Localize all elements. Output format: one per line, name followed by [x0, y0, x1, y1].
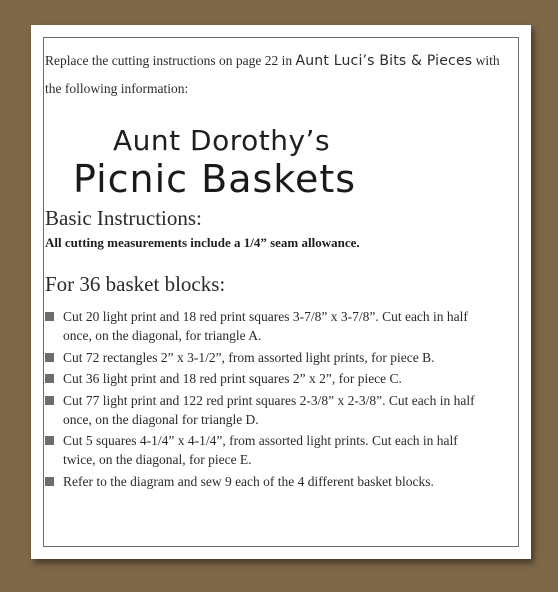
- basic-instructions-heading: Basic Instructions:: [45, 206, 202, 230]
- square-bullet-icon: [45, 374, 54, 383]
- instruction-text: Cut 36 light print and 18 red print squares 2” x 2”, for piece C.: [63, 371, 402, 386]
- square-bullet-icon: [45, 353, 54, 362]
- list-item: [45, 391, 485, 429]
- instruction-text: Cut 77 light print and 122 red print squares 2-3/8” x 2-3/8”. Cut each in half once, on the diagonal for triangle D.: [63, 392, 475, 427]
- book-title: Aunt Luci’s Bits & Pieces: [295, 53, 473, 69]
- instruction-list: [45, 307, 485, 493]
- square-bullet-icon: [45, 396, 54, 405]
- instruction-text: Cut 72 rectangles 2” x 3-1/2”, from assorted light prints, for piece B.: [63, 349, 435, 365]
- seam-allowance-note: All cutting measurements include a 1/4” seam allowance.: [45, 235, 360, 250]
- list-item: [45, 431, 485, 469]
- instruction-text: Cut 5 squares 4-1/4” x 4-1/4”, from assorted light prints. Cut each in half twice, on the diagonal, for piece E.: [63, 433, 458, 467]
- square-bullet-icon: [45, 477, 54, 486]
- list-item: [45, 369, 485, 388]
- intro-suffix: with the following information:: [45, 53, 500, 96]
- intro-prefix: Replace the cutting instructions on page 22 in: [45, 53, 296, 68]
- square-bullet-icon: [45, 312, 54, 321]
- list-item: [45, 307, 485, 345]
- list-item: [45, 348, 485, 367]
- instruction-text: Refer to the diagram and sew 9 each of the 4 different basket blocks.: [63, 473, 434, 489]
- instruction-text: Cut 20 light print and 18 red print squares 3-7/8” x 3-7/8”. Cut each in half once, on the diagonal, for triangle A.: [63, 309, 468, 343]
- title-line-2: Picnic Baskets: [73, 157, 357, 201]
- title-line-1: Aunt Dorothy’s: [113, 124, 331, 157]
- blocks-heading: For 36 basket blocks:: [45, 272, 226, 296]
- list-item: [45, 472, 485, 491]
- intro-text: [45, 47, 505, 102]
- instruction-sheet: [31, 25, 531, 559]
- square-bullet-icon: [45, 436, 54, 445]
